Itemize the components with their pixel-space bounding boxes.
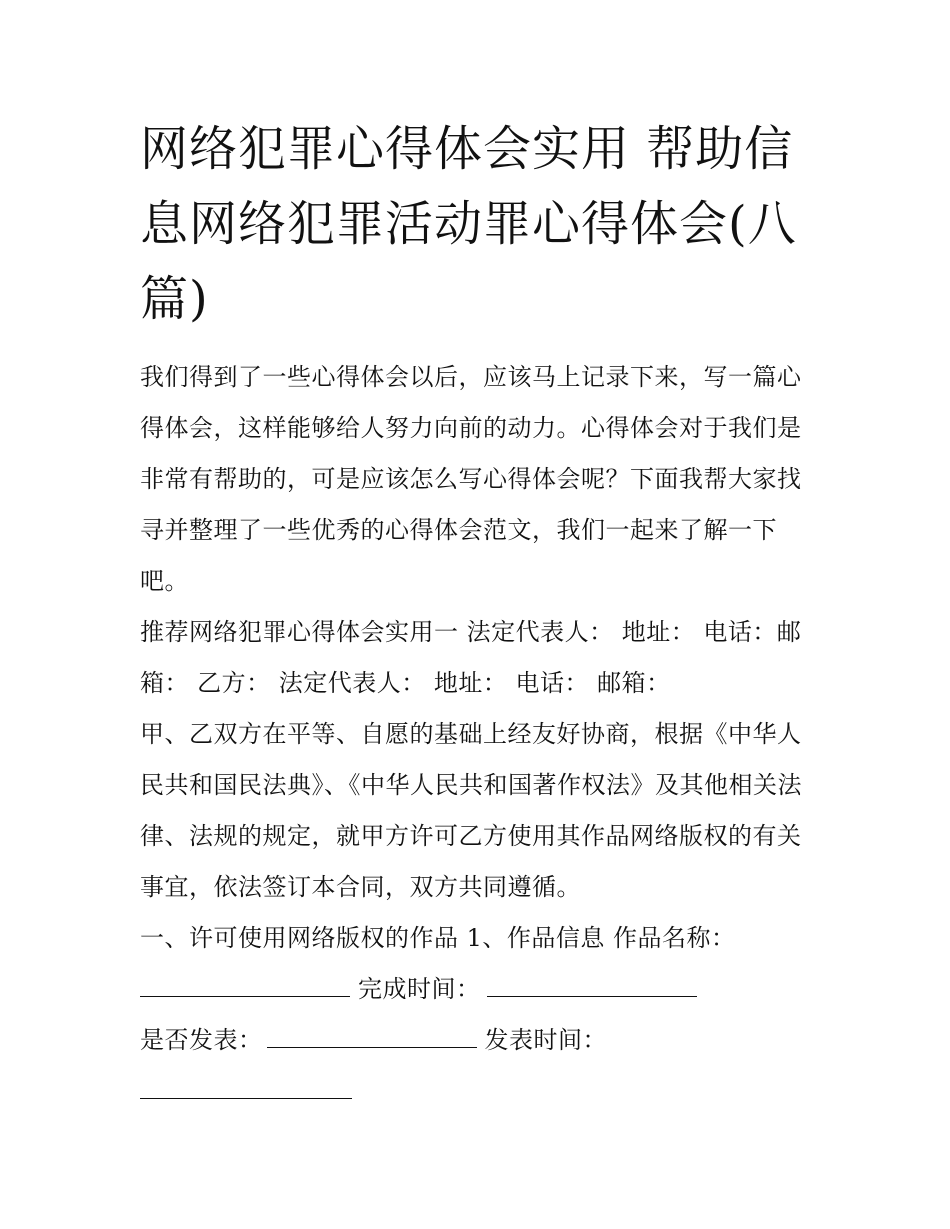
section-one-heading: 一、许可使用网络版权的作品 1、作品信息 作品名称： bbox=[140, 924, 736, 952]
parties-paragraph: 推荐网络犯罪心得体会实用一 法定代表人： 地址： 电话：邮箱： 乙方： 法定代表人： 地址： 电话： 邮箱： bbox=[140, 618, 802, 697]
publish-time-blank bbox=[140, 1076, 352, 1099]
publish-time-label: 发表时间： bbox=[484, 1026, 607, 1054]
work-name-blank bbox=[140, 974, 350, 997]
document-title: 网络犯罪心得体会实用 帮助信息网络犯罪活动罪心得体会(八篇) bbox=[140, 121, 797, 327]
published-label: 是否发表： bbox=[140, 1026, 263, 1054]
intro-paragraph: 我们得到了一些心得体会以后，应该马上记录下来，写一篇心得体会，这样能够给人努力向前的动力。心得体会对于我们是非常有帮助的，可是应该怎么写心得体会呢？下面我帮大家找寻并整理了一些优秀的心得体会范文，我们一起来了解一下吧。 bbox=[140, 363, 802, 595]
completion-time-blank bbox=[487, 974, 697, 997]
published-blank bbox=[267, 1025, 477, 1048]
agreement-paragraph: 甲、乙双方在平等、自愿的基础上经友好协商，根据《中华人民共和国民法典》、《中华人民共和国著作权法》及其他相关法律、法规的规定，就甲方许可乙方使用其作品网络版权的有关事宜，依法签订本合同，双方共同遵循。 bbox=[140, 720, 802, 901]
publish-time-line bbox=[140, 1066, 816, 1117]
publication-line bbox=[140, 1015, 816, 1066]
work-name-line bbox=[140, 964, 816, 1015]
completion-time-label: 完成时间： bbox=[358, 975, 481, 1003]
document-body bbox=[140, 352, 816, 1117]
document-page bbox=[140, 112, 816, 1117]
